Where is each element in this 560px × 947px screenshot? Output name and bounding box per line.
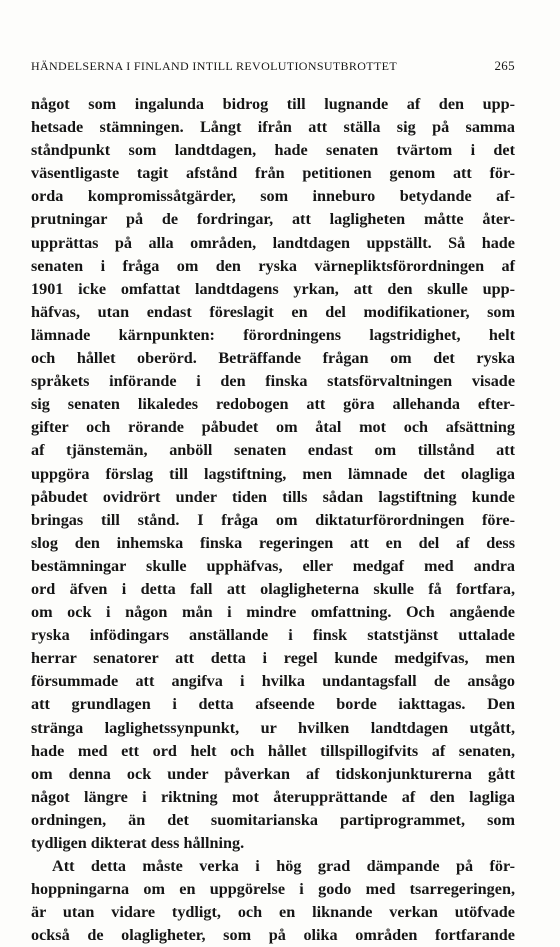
text-line: gifter och rörande påbudet om åtal mot och afsättning: [31, 418, 515, 437]
text-line: bringas till stånd. I fråga om diktaturförordningen före-: [31, 510, 515, 529]
text-line: stränga laglighetssynpunkt, ur hvilken landtdagen utgått,: [31, 718, 515, 737]
text-line: också de olagligheter, som på olika områden fortfarande: [31, 926, 515, 945]
text-line: herrar senatorer att detta i regel kunde medgifvas, men: [31, 649, 515, 668]
page-number: 265: [494, 58, 515, 73]
paragraph-end-line: tydligen dikterat dess hållning.: [31, 834, 245, 852]
text-line: försummade att angifva i hvilka undantagsfall de ansågo: [31, 672, 515, 691]
text-line: att grundlagen i detta afseende borde iakttagas. Den: [31, 695, 515, 714]
text-line: om denna ock under påverkan af tidskonjunkturerna gått: [31, 764, 515, 783]
text-line: sig senaten likaledes redobogen att göra allehanda efter-: [31, 395, 515, 414]
text-line: något som ingalunda bidrog till lugnande af den upp-: [31, 95, 515, 113]
text-line: påbudet ovidrört under tiden tills sådan lagstiftning kunde: [31, 487, 515, 506]
text-line: prutningar på de fordringar, att lagligheten måtte åter-: [31, 210, 515, 229]
text-line: häfvas, utan endast föreslagit en del modifikationer, som: [31, 302, 515, 321]
text-line: senaten i fråga om den ryska värnepliktsförordningen af: [31, 256, 515, 275]
text-line: lämnade kärnpunkten: förordningens lagstridighet, helt: [31, 325, 515, 344]
text-line: upprättas på alla områden, landtdagen uppställt. Så hade: [31, 233, 515, 252]
text-line: af tjänstemän, anböll senaten endast om tillstånd att: [31, 441, 515, 460]
text-line: ordningen, än det suomitarianska partiprogrammet, som: [31, 810, 515, 829]
text-line: och hållet oberörd. Beträffande frågan om det ryska: [31, 349, 515, 368]
text-line: bestämningar skulle upphäfvas, eller medgaf med andra: [31, 556, 515, 575]
text-line: uppgöra förslag till lagstiftning, men lämnade det olagliga: [31, 464, 515, 483]
text-line: 1901 icke omfattat landtdagens yrkan, att den skulle upp-: [31, 279, 515, 298]
text-line: ord äfven i detta fall att olagligheterna skulle få fortfara,: [31, 579, 515, 598]
text-line: språkets införande i den finska statsförvaltningen visade: [31, 372, 515, 391]
text-line: hoppningarna om en uppgörelse i godo med tsarregeringen,: [31, 880, 515, 899]
text-line: ryska infödingars anställande i finsk statstjänst uttalade: [31, 626, 515, 645]
text-line: om ock i någon mån i mindre omfattning. Och angående: [31, 603, 515, 622]
text-line: väsentligaste tagit afstånd från petitionen genom att för-: [31, 164, 515, 183]
paragraph-start-line: Att detta måste verka i hög grad dämpande på för-: [52, 857, 515, 876]
text-line: något längre i riktning mot återupprättande af den lagliga: [31, 787, 515, 806]
text-line: ståndpunkt som landtdagen, hade senaten tvärtom i det: [31, 141, 515, 160]
running-head-title: HÄNDELSERNA I FINLAND INTILL REVOLUTIONSUTBROTTET: [31, 59, 397, 73]
text-line: hade med ett ord helt och hållet tillspillogifvits af senaten,: [31, 741, 515, 760]
text-line: hetsade stämningen. Långt ifrån att ställa sig på samma: [31, 118, 515, 137]
text-line: är utan vidare tydligt, och en liknande verkan utöfvade: [31, 903, 515, 922]
text-line: slog den inhemska finska regeringen att en del af dess: [31, 533, 515, 552]
text-line: orda kompromissåtgärder, som inneburo betydande af-: [31, 187, 515, 206]
body-text: [31, 93, 515, 947]
book-page: [31, 48, 515, 947]
running-header: [31, 48, 515, 74]
